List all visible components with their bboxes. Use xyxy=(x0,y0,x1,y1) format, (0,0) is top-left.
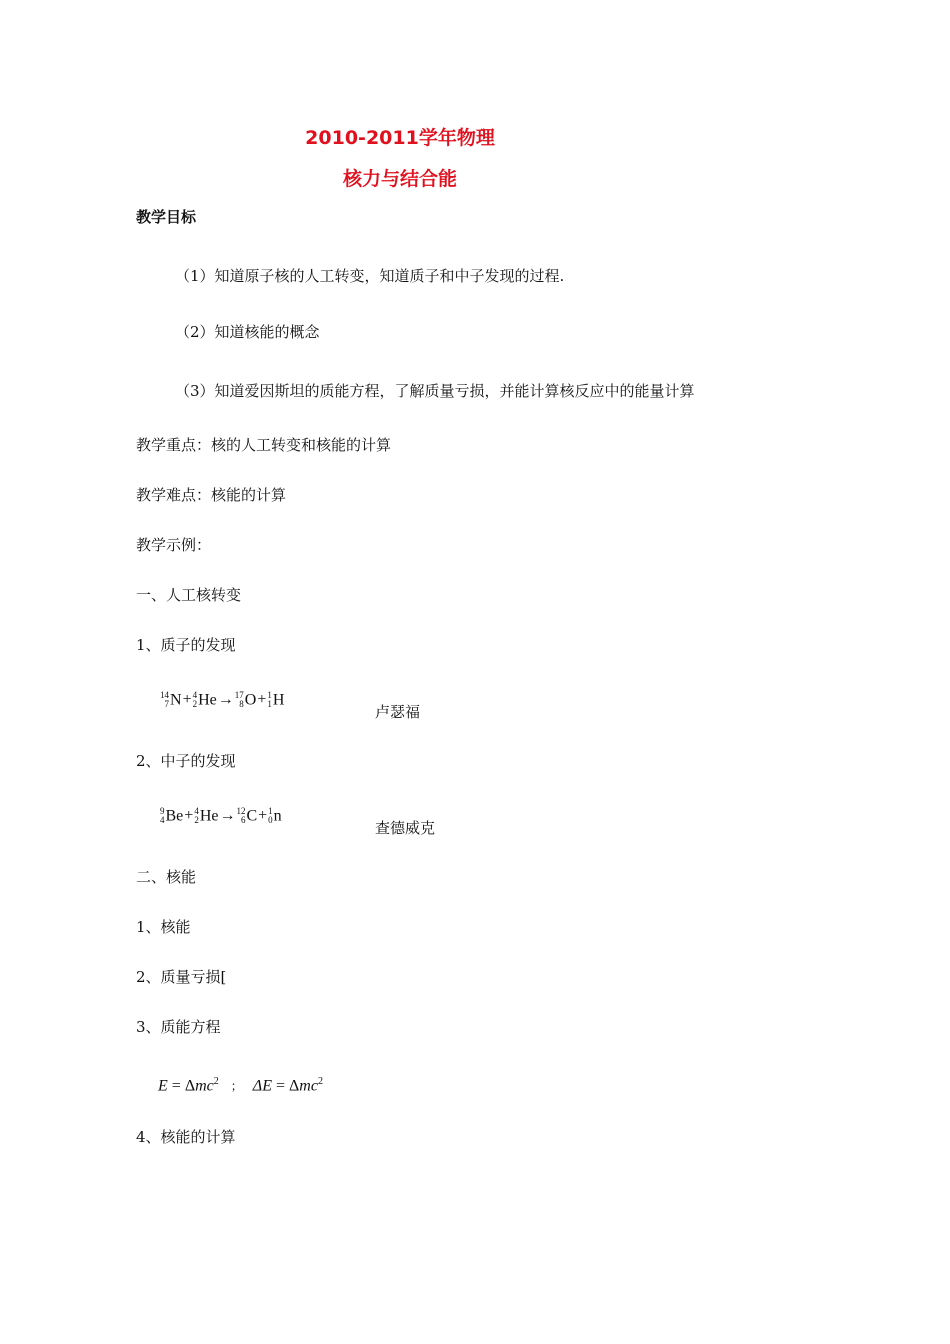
nuclide-nitrogen: 14 7 N xyxy=(160,690,182,710)
neutron-discovery-label: 2、中子的发现 xyxy=(136,752,236,770)
section2-item: 3、质能方程 xyxy=(136,1018,221,1036)
nuclide-carbon: 12 6 C xyxy=(236,806,258,826)
proton-reaction-equation: 14 7 N+ 4 2 He→ 17 8 O+ 1 1 H xyxy=(160,690,285,710)
goal-item: （3）知道爱因斯坦的质能方程，了解质量亏损，并能计算核反应中的能量计算 xyxy=(175,382,695,400)
proton-discovery-label: 1、质子的发现 xyxy=(136,636,236,654)
key-point: 教学重点：核的人工转变和核能的计算 xyxy=(136,436,392,454)
neutron-discoverer: 查德威克 xyxy=(375,819,436,837)
difficulty: 教学难点：核能的计算 xyxy=(136,486,287,504)
nuclide-oxygen: 17 8 O xyxy=(234,690,257,710)
proton-discoverer: 卢瑟福 xyxy=(375,703,421,721)
doc-title-year: 2010-2011学年物理 xyxy=(305,127,495,149)
nuclide-neutron: 1 0 n xyxy=(268,806,282,826)
goals-heading: 教学目标 xyxy=(136,208,197,226)
doc-title-topic: 核力与结合能 xyxy=(342,168,457,190)
goal-item: （1）知道原子核的人工转变，知道质子和中子发现的过程. xyxy=(175,267,565,285)
nuclide-helium: 4 2 He xyxy=(194,806,219,826)
section2-last-item: 4、核能的计算 xyxy=(136,1128,236,1146)
section2-heading: 二、核能 xyxy=(136,868,197,886)
reaction-arrow: → xyxy=(219,807,236,825)
neutron-reaction-equation: 9 4 Be+ 4 2 He→ 12 6 C+ 1 0 n xyxy=(160,806,282,826)
nuclide-hydrogen: 1 1 H xyxy=(267,690,285,710)
mass-energy-equation: E = Δmc$^2$ ； ΔE = Δmc$^2$ xyxy=(158,1076,323,1095)
reaction-arrow: → xyxy=(217,691,234,709)
nuclide-beryllium: 9 4 Be xyxy=(160,806,184,826)
goal-item: （2）知道核能的概念 xyxy=(175,323,320,341)
nuclide-helium: 4 2 He xyxy=(192,690,217,710)
section2-item: 1、核能 xyxy=(136,918,191,936)
section1-heading: 一、人工核转变 xyxy=(136,586,242,604)
section2-item: 2、质量亏损[ xyxy=(136,968,227,986)
example-heading: 教学示例： xyxy=(136,536,212,554)
